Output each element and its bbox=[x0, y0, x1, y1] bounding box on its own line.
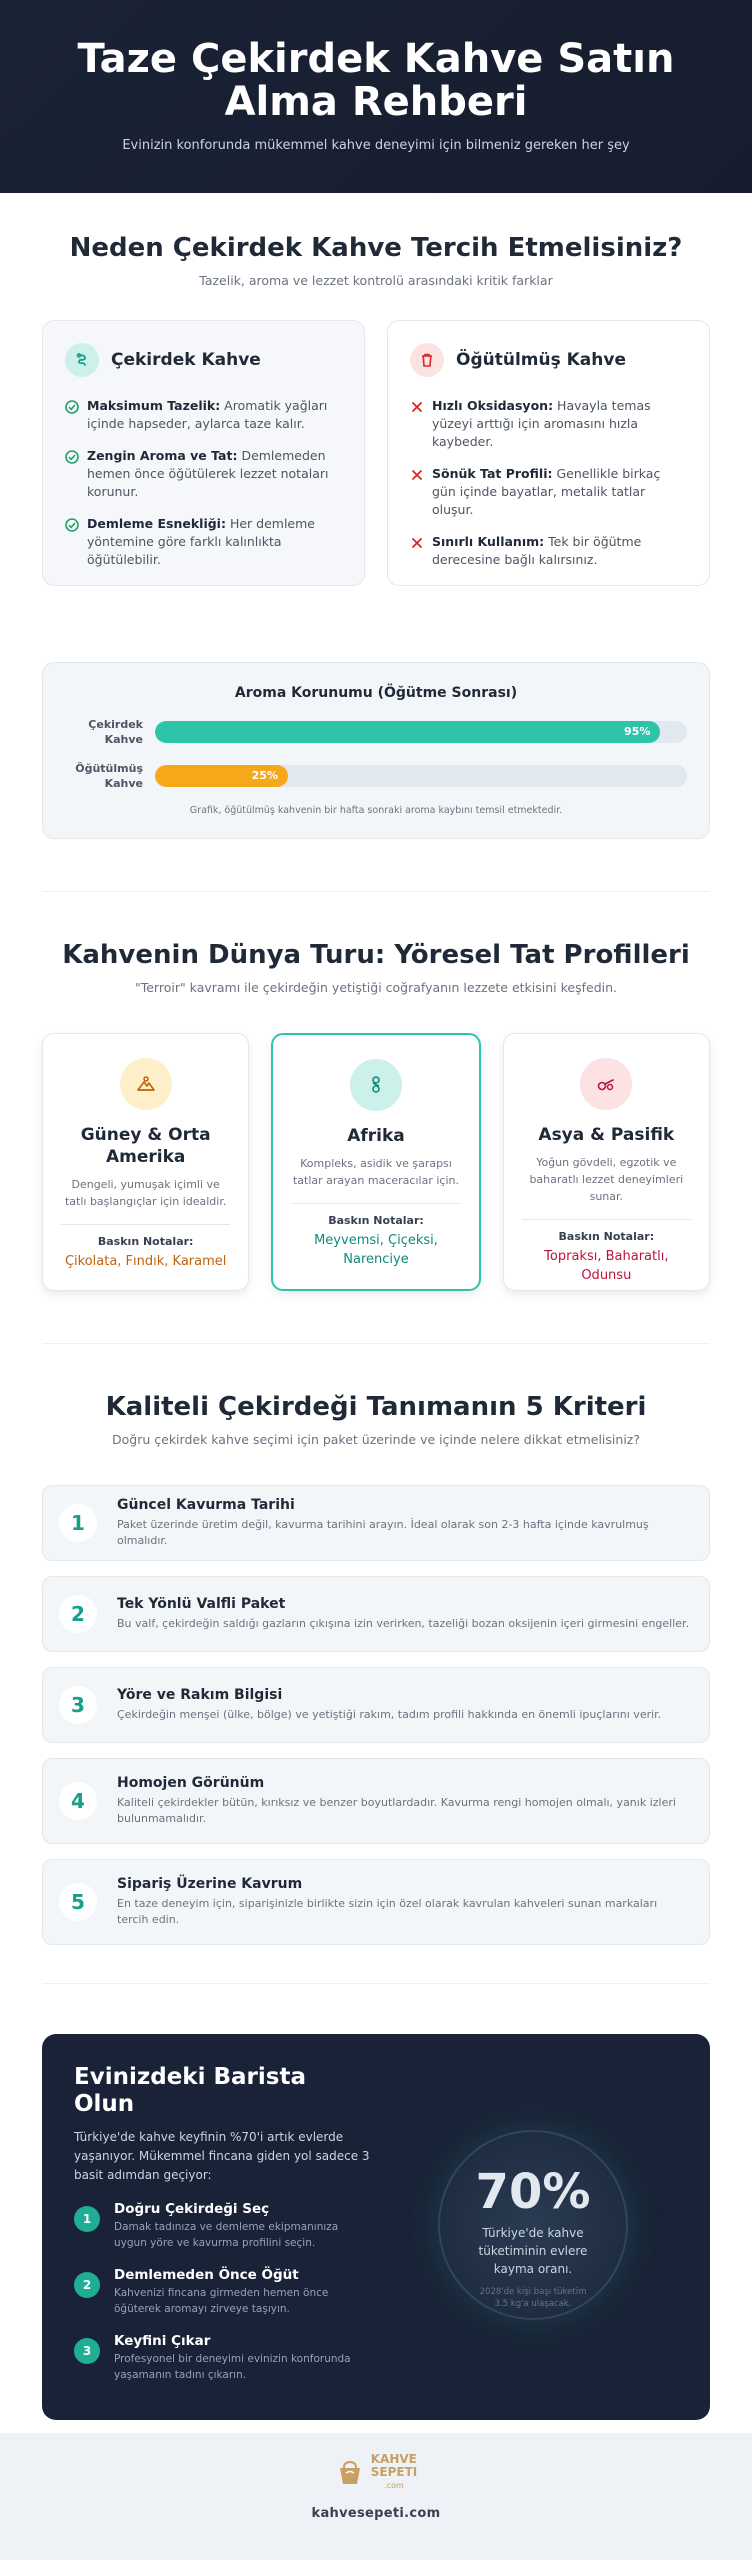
ground-item-bold: Sönük Tat Profili: bbox=[432, 466, 553, 481]
ground-item-text: Tek bir öğütme derecesine bağlı kalırsınız. bbox=[432, 534, 642, 567]
beans-card-header bbox=[65, 343, 342, 377]
step-desc: Profesyonel bir deneyimi evinizin konforunda yaşamanın tadını çıkarın. bbox=[114, 2353, 351, 2381]
step-desc: Kahvenizi fincana girmeden hemen önce öğüterek aromayı zirveye taşıyın. bbox=[114, 2287, 329, 2315]
region-card bbox=[503, 1033, 710, 1291]
x-mark-icon bbox=[410, 400, 424, 414]
criteria-title: Kaliteli Çekirdeği Tanımanın 5 Kriteri bbox=[105, 1392, 647, 1422]
criteria-item bbox=[42, 1758, 710, 1844]
check-circle-icon bbox=[65, 400, 79, 414]
step-title: Keyfini Çıkar bbox=[114, 2333, 211, 2349]
trash-icon bbox=[410, 343, 444, 377]
step-title: Doğru Çekirdeği Seç bbox=[114, 2201, 270, 2217]
stat-label: Türkiye'de kahve tüketiminin evlere kayma oranı. bbox=[478, 2226, 588, 2276]
beans-item-bold: Demleme Esnekliği: bbox=[87, 516, 226, 531]
region-divider bbox=[61, 1224, 230, 1225]
ground-item-bold: Sınırlı Kullanım: bbox=[432, 534, 545, 549]
stat-value: 70% bbox=[475, 2164, 591, 2220]
logo-line-3: .com bbox=[384, 2481, 404, 2490]
ground-card bbox=[387, 320, 710, 586]
step-number: 3 bbox=[74, 2338, 100, 2364]
region-cards bbox=[42, 1033, 710, 1291]
beans-card bbox=[42, 320, 365, 586]
beans-item bbox=[65, 397, 342, 433]
barista-panel bbox=[42, 2034, 710, 2420]
ground-card-header bbox=[410, 343, 687, 377]
aroma-chart-title: Aroma Korunumu (Öğütme Sonrası) bbox=[234, 685, 518, 701]
criteria-number: 2 bbox=[59, 1595, 97, 1633]
criteria-text bbox=[117, 1596, 689, 1632]
criteria-item-desc: Çekirdeğin menşei (ülke, bölge) ve yetiştiği rakım, tadım profili hakkında en önemli ipuçlarını verir. bbox=[117, 1708, 662, 1721]
barista-left bbox=[74, 2064, 374, 2383]
barista-title: Evinizdeki Barista Olun bbox=[74, 2064, 306, 2117]
page-title: Taze Çekirdek Kahve Satın Alma Rehberi bbox=[77, 36, 675, 125]
logo-line-2: SEPETI bbox=[370, 2465, 418, 2479]
region-notes-label: Baskın Notalar: bbox=[328, 1214, 424, 1227]
check-circle-icon bbox=[65, 518, 79, 532]
aroma-bar-label: Çekirdek Kahve bbox=[88, 718, 143, 746]
criteria-text bbox=[117, 1687, 661, 1723]
step-number: 2 bbox=[74, 2272, 100, 2298]
criteria-item-title: Yöre ve Rakım Bilgisi bbox=[117, 1687, 283, 1703]
aroma-bar-track bbox=[155, 721, 687, 743]
criteria-text bbox=[117, 1497, 691, 1549]
logo-text bbox=[371, 2453, 417, 2492]
criteria-item-title: Homojen Görünüm bbox=[117, 1775, 265, 1791]
criteria-list bbox=[42, 1485, 710, 1945]
regions-title: Kahvenin Dünya Turu: Yöresel Tat Profilleri bbox=[62, 940, 690, 970]
region-notes: Meyvemsi, Çiçeksi, Narenciye bbox=[314, 1233, 438, 1267]
beans-item bbox=[65, 515, 342, 569]
criteria-item bbox=[42, 1485, 710, 1561]
criteria-number: 3 bbox=[59, 1686, 97, 1724]
region-desc: Dengeli, yumuşak içimli ve tatlı başlangıçlar için idealdir. bbox=[64, 1178, 227, 1208]
beans-item-text: Aromatik yağları içinde hapseder, aylarca taze kalır. bbox=[87, 398, 328, 431]
criteria-number: 4 bbox=[59, 1782, 97, 1820]
barista-section bbox=[0, 1984, 752, 2420]
region-title: Asya & Pasifik bbox=[538, 1125, 675, 1145]
page-subtitle: Evinizin konforunda mükemmel kahve deneyimi için bilmeniz gereken her şey bbox=[122, 138, 630, 153]
step-text bbox=[114, 2333, 374, 2383]
criteria-text bbox=[117, 1775, 691, 1827]
criteria-item-desc: En taze deneyim için, siparişinizle birlikte sizin için özel olarak kavrulan kahveleri sunan markaları tercih edin. bbox=[117, 1897, 658, 1926]
aroma-bar-label: Öğütülmüş Kahve bbox=[75, 762, 143, 790]
stat-note: 2028'de kişi başı tüketim 3.5 kg'a ulaşacak. bbox=[479, 2287, 587, 2309]
why-beans-section bbox=[0, 193, 752, 839]
ground-item bbox=[410, 397, 687, 451]
region-notes-label: Baskın Notalar: bbox=[97, 1235, 194, 1248]
region-desc: Yoğun gövdeli, egzotik ve baharatlı lezzet deneyimleri sunar. bbox=[529, 1156, 684, 1203]
beans-item bbox=[65, 447, 342, 501]
step-number: 1 bbox=[74, 2206, 100, 2232]
beans-item-text: Demlemeden hemen önce öğütülerek lezzet notaları korunur. bbox=[87, 448, 329, 499]
criteria-item bbox=[42, 1576, 710, 1652]
regions-section bbox=[0, 892, 752, 1291]
region-title: Afrika bbox=[347, 1126, 405, 1146]
footer-site-link[interactable]: kahvesepeti.com bbox=[311, 2506, 441, 2521]
stat-circle bbox=[438, 2130, 628, 2320]
criteria-item-title: Güncel Kavurma Tarihi bbox=[117, 1497, 295, 1513]
criteria-item-title: Sipariş Üzerine Kavrum bbox=[117, 1876, 303, 1892]
criteria-subtitle: Doğru çekirdek kahve seçimi için paket üzerinde ve içinde nelere dikkat etmelisiniz? bbox=[112, 1432, 640, 1447]
step-title: Demlemeden Önce Öğüt bbox=[114, 2267, 299, 2283]
comparison-cards bbox=[42, 320, 710, 586]
barista-step bbox=[74, 2267, 374, 2317]
region-card bbox=[42, 1033, 249, 1291]
hero-header bbox=[0, 0, 752, 193]
ground-item-text: Havayla temas yüzeyi arttığı için aromasını hızla kaybeder. bbox=[432, 398, 651, 449]
ground-card-title: Öğütülmüş Kahve bbox=[456, 350, 626, 370]
criteria-text bbox=[117, 1876, 691, 1928]
criteria-item-desc: Kaliteli çekirdekler bütün, kırıksız ve benzer boyutlardadır. Kavurma rengi homojen olmalı, yanık izleri bulunmamalıdır. bbox=[117, 1796, 676, 1825]
step-text bbox=[114, 2201, 374, 2251]
why-subtitle: Tazelik, aroma ve lezzet kontrolü arasındaki kritik farklar bbox=[199, 273, 553, 288]
step-text bbox=[114, 2267, 374, 2317]
beans-card-title: Çekirdek Kahve bbox=[111, 350, 261, 370]
region-notes-label: Baskın Notalar: bbox=[558, 1230, 655, 1243]
barista-step bbox=[74, 2201, 374, 2251]
aroma-bar-track bbox=[155, 765, 687, 787]
criteria-item-desc: Paket üzerinde üretim değil, kavurma tarihini arayın. İdeal olarak son 2-3 hafta içinde kavrulmuş olmalıdır. bbox=[117, 1518, 649, 1547]
aroma-bar-fill: 25% bbox=[155, 765, 288, 787]
check-circle-icon bbox=[65, 450, 79, 464]
step-desc: Damak tadınıza ve demleme ekipmanınıza uygun yöre ve kavurma profilini seçin. bbox=[114, 2221, 339, 2249]
why-title: Neden Çekirdek Kahve Tercih Etmelisiniz? bbox=[69, 233, 683, 263]
criteria-item-title: Tek Yönlü Valfli Paket bbox=[117, 1596, 286, 1612]
aroma-chart bbox=[42, 662, 710, 839]
regions-subtitle: "Terroir" kavramı ile çekirdeğin yetiştiği coğrafyanın lezzete etkisini keşfedin. bbox=[134, 980, 618, 995]
aroma-bar-row bbox=[65, 761, 687, 791]
aroma-bar-fill: 95% bbox=[155, 721, 660, 743]
region-card bbox=[271, 1033, 480, 1291]
flower-icon bbox=[350, 1059, 402, 1111]
ground-item-text: Genellikle birkaç gün içinde bayatlar, metalik tatlar oluşur. bbox=[432, 466, 661, 517]
ground-item bbox=[410, 533, 687, 569]
criteria-number: 1 bbox=[59, 1504, 97, 1542]
brand-logo[interactable] bbox=[335, 2453, 417, 2492]
spice-icon bbox=[580, 1058, 632, 1110]
region-notes: Topraksı, Baharatlı, Odunsu bbox=[544, 1249, 669, 1283]
criteria-item-desc: Bu valf, çekirdeğin saldığı gazların çıkışına izin verirken, tazeliği bozan oksijenin içeri girmesini engeller. bbox=[117, 1617, 690, 1630]
ground-item-bold: Hızlı Oksidasyon: bbox=[432, 398, 554, 413]
beans-item-text: Her demleme yöntemine göre farklı kalınlıkta öğütülebilir. bbox=[87, 516, 315, 567]
criteria-item bbox=[42, 1859, 710, 1945]
shopping-basket-icon bbox=[335, 2458, 365, 2488]
beans-item-bold: Maksimum Tazelik: bbox=[87, 398, 221, 413]
region-desc: Kompleks, asidik ve şarapsı tatlar arayan maceracılar için. bbox=[292, 1157, 459, 1187]
x-mark-icon bbox=[410, 468, 424, 482]
barista-step bbox=[74, 2333, 374, 2383]
region-divider bbox=[522, 1219, 691, 1220]
criteria-number: 5 bbox=[59, 1883, 97, 1921]
logo-line-1: KAHVE bbox=[370, 2452, 417, 2466]
region-title: Güney & Orta Amerika bbox=[80, 1125, 211, 1167]
x-mark-icon bbox=[410, 536, 424, 550]
footer bbox=[0, 2433, 752, 2560]
aroma-bar-row bbox=[65, 717, 687, 747]
coffee-bean-icon bbox=[65, 343, 99, 377]
ground-item bbox=[410, 465, 687, 519]
region-divider bbox=[291, 1203, 460, 1204]
mountain-icon bbox=[120, 1058, 172, 1110]
aroma-chart-note: Grafik, öğütülmüş kahvenin bir hafta sonraki aroma kaybını temsil etmektedir. bbox=[189, 805, 563, 816]
barista-intro: Türkiye'de kahve keyfinin %70'i artık evlerde yaşanıyor. Mükemmel fincana giden yol sadece 3 basit adımdan geçiyor: bbox=[74, 2130, 370, 2182]
beans-item-bold: Zengin Aroma ve Tat: bbox=[87, 448, 238, 463]
criteria-section bbox=[0, 1344, 752, 1945]
region-notes: Çikolata, Fındık, Karamel bbox=[64, 1254, 227, 1269]
criteria-item bbox=[42, 1667, 710, 1743]
